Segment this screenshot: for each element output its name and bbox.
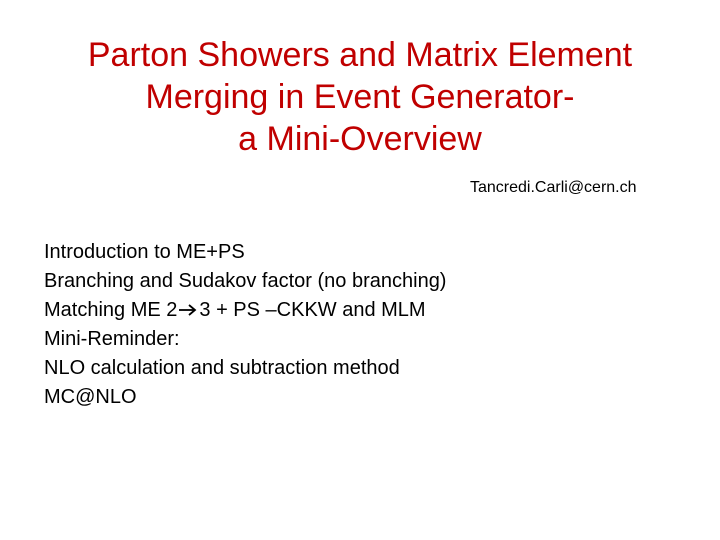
- bullet-item: Mini-Reminder:: [44, 328, 180, 350]
- title-line: Merging in Event Generator-: [145, 78, 575, 116]
- bullet-list: [44, 238, 446, 412]
- bullet-item: NLO calculation and subtraction method: [44, 357, 400, 379]
- title-line: Parton Showers and Matrix Element: [87, 36, 633, 74]
- bullet-item: Branching and Sudakov factor (no branching): [44, 270, 447, 292]
- bullet-item: Introduction to ME+PS: [44, 241, 245, 263]
- slide-title: [20, 34, 700, 160]
- title-line: a Mini-Overview: [238, 120, 482, 158]
- right-arrow-icon: [178, 303, 198, 317]
- bullet-item: [44, 296, 446, 325]
- bullet-text-prefix: Matching ME 2: [44, 299, 178, 321]
- bullet-text-suffix: 3 + PS –CKKW and MLM: [199, 299, 426, 321]
- author-email: Tancredi.Carli@cern.ch: [470, 179, 637, 196]
- bullet-item: MC@NLO: [44, 386, 137, 408]
